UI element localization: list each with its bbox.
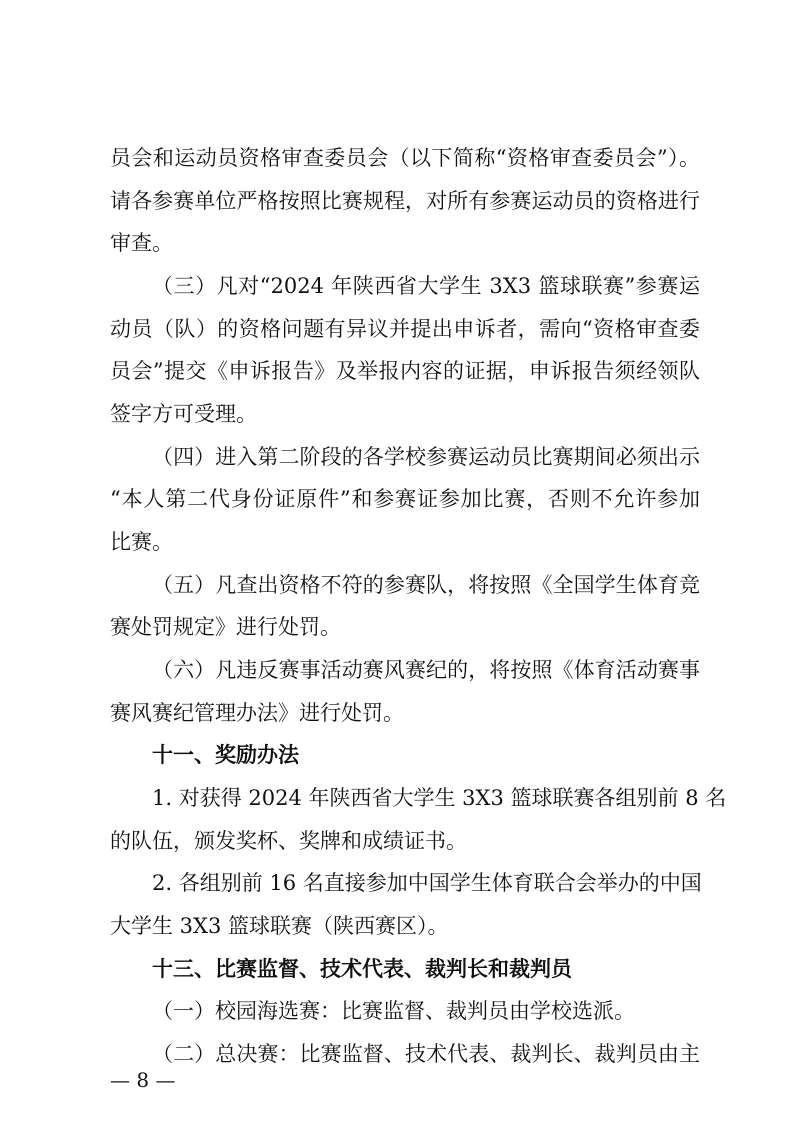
body-text-line: 请各参赛单位严格按照比赛规程，对所有参赛运动员的资格进行 [110,189,700,213]
body-text-line: （五）凡查出资格不符的参赛队，将按照《全国学生体育竞 [152,573,700,597]
section-heading: 十一、奖励办法 [152,743,299,767]
body-text-line: （四）进入第二阶段的各学校参赛运动员比赛期间必须出示 [152,445,700,469]
body-text-line: 员会”提交《申诉报告》及举报内容的证据，申诉报告须经领队 [110,359,700,383]
body-text-line: 签字方可受理。 [110,402,257,426]
body-text-line: 赛处罚规定》进行处罚。 [110,615,341,639]
section-heading: 十三、比赛监督、技术代表、裁判长和裁判员 [152,957,572,981]
body-text-line: 的队伍，颁发奖杯、奖牌和成绩证书。 [110,829,467,853]
body-text-line: 2. 各组别前 16 名直接参加中国学生体育联合会举办的中国 [152,871,702,895]
body-text-line: 审查。 [110,231,173,255]
body-text-line: 员会和运动员资格审查委员会（以下简称“资格审查委员会”）。 [110,146,700,170]
body-text-line: 大学生 3X3 篮球联赛（陕西赛区）。 [110,914,449,938]
body-text-line: （一）校园海选赛：比赛监督、裁判员由学校选派。 [152,999,635,1023]
body-text-line: 比赛。 [110,530,173,554]
body-text-line: 1. 对获得 2024 年陕西省大学生 3X3 篮球联赛各组别前 8 名 [152,786,727,810]
body-text-line: 动员（队）的资格问题有异议并提出申诉者，需向“资格审查委 [110,317,700,341]
page-number: — 8 — [110,1068,176,1092]
body-text-line: （三）凡对“2024 年陕西省大学生 3X3 篮球联赛”参赛运 [152,274,700,298]
body-text-line: （六）凡违反赛事活动赛风赛纪的，将按照《体育活动赛事 [152,658,700,682]
body-text-line: 赛风赛纪管理办法》进行处罚。 [110,701,404,725]
body-text-line: （二）总决赛：比赛监督、技术代表、裁判长、裁判员由主 [152,1042,700,1066]
body-text-line: “本人第二代身份证原件”和参赛证参加比赛，否则不允许参加 [110,487,700,511]
